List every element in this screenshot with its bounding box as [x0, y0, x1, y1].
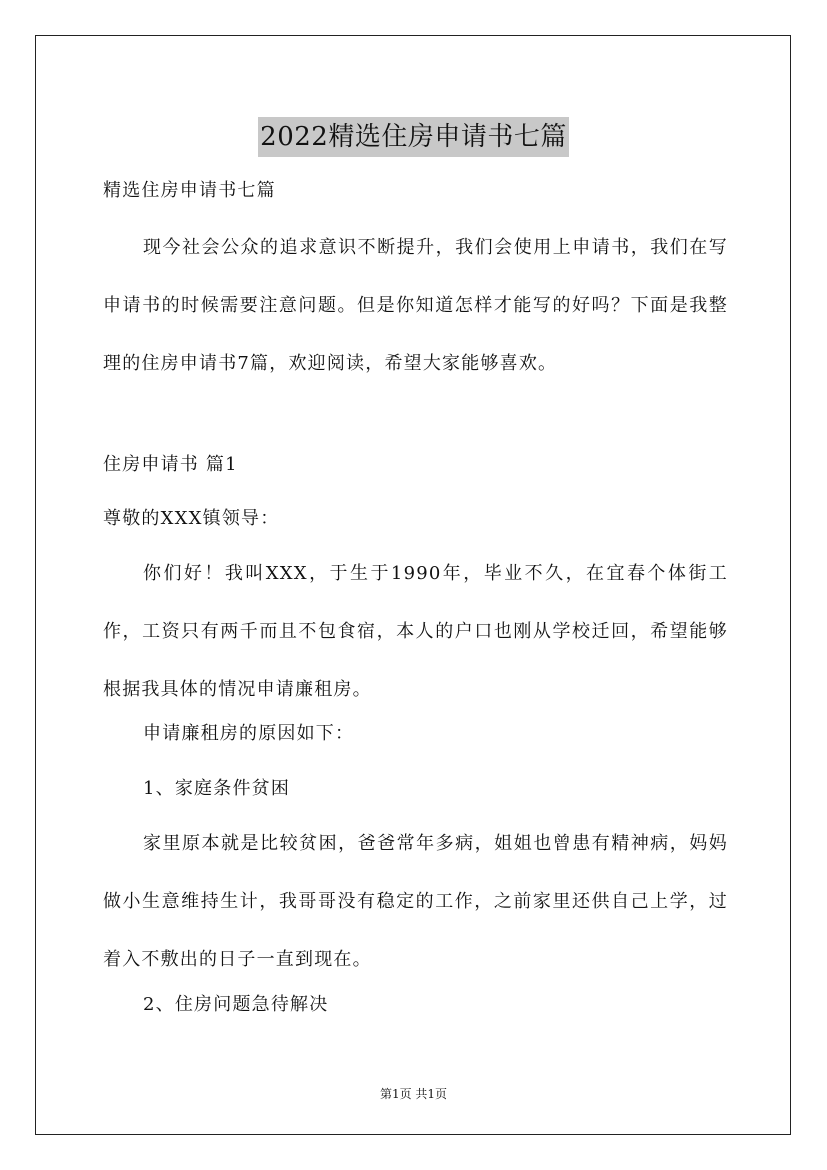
paragraph-2: 申请廉租房的原因如下：	[143, 723, 355, 744]
paragraph-3: 家里原本就是比较贫困，爸爸常年多病，姐姐也曾患有精神病，妈妈做小生意维持生计，我哥哥没有稳定的工作，之前家里还供自己上学，过着入不敷出的日子一直到现在。	[103, 833, 728, 970]
intro-paragraph: 现今社会公众的追求意识不断提升，我们会使用上申请书，我们在写申请书的时候需要注意问题。但是你知道怎样才能写的好吗？下面是我整理的住房申请书7篇，欢迎阅读，希望大家能够喜欢。	[103, 237, 728, 374]
section-heading: 住房申请书 篇1	[103, 454, 238, 475]
paragraph-1: 你们好！我叫XXX，于生于1990年，毕业不久，在宜春个体街工作，工资只有两千而且不包食宿，本人的户口也刚从学校迁回，希望能够根据我具体的情况申请廉租房。	[103, 563, 728, 700]
subtitle: 精选住房申请书七篇	[103, 180, 276, 201]
document-title: 2022精选住房申请书七篇	[258, 117, 569, 157]
salutation: 尊敬的XXX镇领导：	[103, 508, 280, 529]
list-item-2: 2、住房问题急待解决	[143, 994, 329, 1015]
list-item-1: 1、家庭条件贫困	[143, 778, 291, 799]
page-footer: 第1页 共1页	[379, 1087, 448, 1101]
